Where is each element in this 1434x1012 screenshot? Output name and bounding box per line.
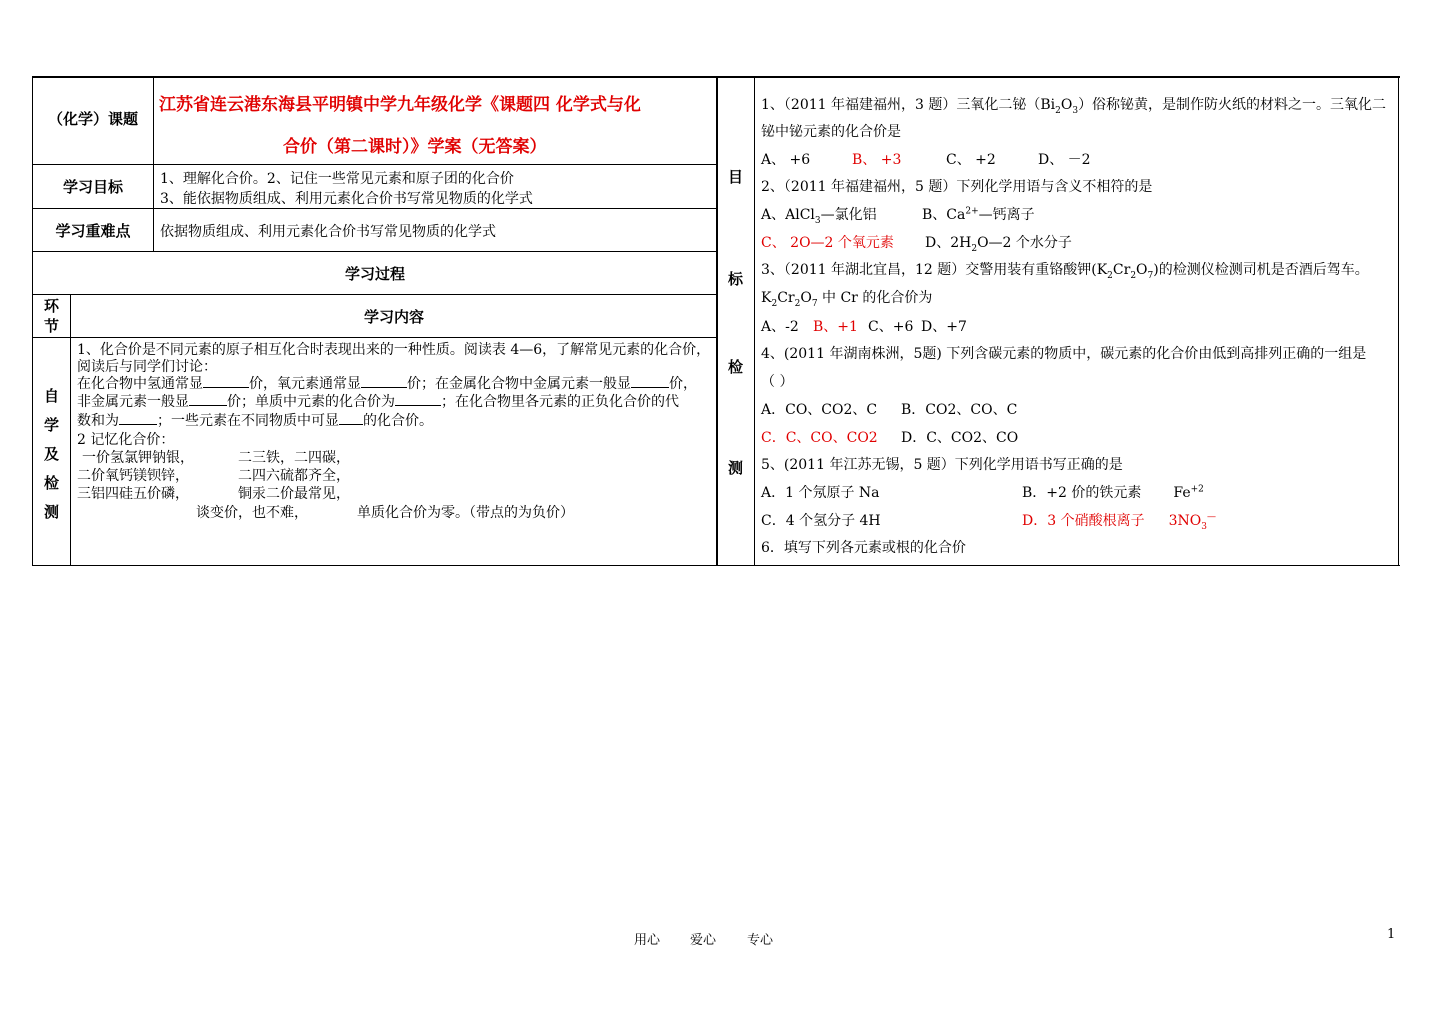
- process-heading: 学习过程: [344, 265, 405, 283]
- blank[interactable]: [203, 373, 249, 388]
- lesson-title-line2: 合价（第二课时）》学案（无答案）: [283, 137, 547, 157]
- body-p1-line3: 在化合物中氢通常显 价，氧元素通常显 价；在金属化合物中金属元素一般显 价，: [77, 373, 697, 393]
- q3-option-c: C、+6: [868, 319, 914, 335]
- q1-option-b: B、 +3: [852, 152, 902, 168]
- q5-option-c: C．4 个氢分子 4H: [761, 513, 881, 529]
- blank[interactable]: [631, 373, 669, 388]
- body-p1-line1: 1、化合价是不同元素的原子相互化合时表现出来的一种性质。阅读表 4—6，了解常见元素的化合价，: [77, 342, 711, 358]
- key-points-text: 依据物质组成、利用元素化合价书写常见物质的化学式: [160, 224, 496, 240]
- rhyme-left-1: 一价氢氯钾钠银，: [82, 450, 194, 466]
- q1-option-c: C、 +2: [946, 152, 996, 168]
- footer-motto-3: 专心: [747, 933, 774, 948]
- body-p1-line4: 非金属元素一般显 价；单质中元素的化合价为 ；在化合物里各元素的正负化合价的代: [77, 391, 679, 411]
- check-side-label-4: 测: [727, 459, 743, 477]
- q4-option-c: C．C、CO、CO2: [761, 430, 878, 446]
- q3-line1: 3、（2011 年湖北宜昌，12 题）交警用装有重铬酸钾$(K_2Cr_2O_7)$的检测仪检测司机是否酒后驾车。: [761, 262, 1369, 281]
- q6-stem: 6．填写下列各元素或根的化合价: [761, 540, 966, 556]
- body-p1-line2: 阅读后与同学们讨论：: [77, 359, 217, 375]
- q1-line1: 1、（2011 年福建福州，3 题）三氧化二铋$(Bi_2O_3)$俗称铋黄，是制作防火纸的材料之一。三氧化二: [761, 97, 1387, 116]
- q4-option-b: B．CO2、CO、C: [901, 402, 1018, 418]
- blank[interactable]: [189, 391, 227, 406]
- q3-option-b: B、+1: [813, 319, 858, 335]
- page-number: 1: [1387, 927, 1396, 942]
- lesson-title-line1: 江苏省连云港东海县平明镇中学九年级化学《课题四 化学式与化: [159, 95, 641, 115]
- check-side-label-1: 目: [727, 168, 743, 186]
- rhyme-right-2: 二四六硫都齐全，: [238, 468, 350, 484]
- check-side-label-3: 检: [727, 358, 743, 376]
- q5-option-a: A．1 个氖原子 Na: [761, 485, 880, 501]
- rhyme-left-3: 三铝四硅五价磷，: [77, 486, 189, 502]
- footer-motto-2: 爱心: [690, 933, 717, 948]
- q1-option-a: A、 +6: [761, 152, 811, 168]
- q3-option-d: D、+7: [921, 319, 967, 335]
- q2-stem: 2、（2011 年福建福州，5 题）下列化学用语与含义不相符的是: [761, 179, 1153, 195]
- q2-option-b: B、$Ca^{2+}—$钙离子: [922, 206, 1035, 223]
- blank[interactable]: [119, 410, 157, 425]
- footer-motto-1: 用心: [634, 933, 661, 948]
- subject-label: （化学）课题: [47, 110, 138, 128]
- key-points-label: 学习重难点: [55, 222, 131, 240]
- q2-option-c: C、 2O—2 个氧元素: [761, 235, 894, 251]
- rhyme-right-1: 二三铁，二四碳，: [238, 450, 350, 466]
- q3-line2: $K_2Cr_2O_7$ 中 Cr 的化合价为: [761, 290, 933, 309]
- content-header: 学习内容: [363, 308, 424, 326]
- q1-line2: 铋中铋元素的化合价是: [761, 124, 901, 140]
- check-side-label-2: 标: [727, 270, 743, 288]
- q5-option-b: B．+2 价的铁元素 $Fe^{+2}$: [1022, 484, 1204, 501]
- rhyme-left-2: 二价氧钙镁钡锌，: [77, 468, 189, 484]
- q4-option-a: A．CO、CO2、C: [761, 402, 878, 418]
- goals-label: 学习目标: [62, 178, 123, 196]
- q4-paren: （ ）: [761, 374, 794, 390]
- goals-line2: 3、能依据物质组成、利用元素化合价书写常见物质的化学式: [160, 191, 533, 207]
- q1-option-d: D、 －2: [1038, 152, 1091, 168]
- q2-option-a: A、AlCl$_3$—氯化铝: [761, 207, 877, 226]
- rhyme-right-3: 铜汞二价最常见，: [238, 486, 350, 502]
- q4-option-d: D．C、CO2、CO: [901, 430, 1019, 446]
- q5-option-d: D．3 个硝酸根离子 $3NO_3^—$: [1022, 512, 1216, 532]
- rhyme-last-a: 谈变价，也不难，: [196, 505, 308, 521]
- blank[interactable]: [361, 373, 407, 388]
- stage-header: 环 节: [43, 297, 59, 335]
- blank[interactable]: [339, 410, 363, 425]
- rhyme-last-b: 单质化合价为零。（带点的为负价）: [357, 505, 574, 521]
- stage-name: 自 学 及 检 测: [43, 387, 59, 521]
- q5-stem: 5、(2011 年江苏无锡，5 题）下列化学用语书写正确的是: [761, 457, 1123, 473]
- body-p1-line5: 数和为 ；一些元素在不同物质中可显 的化合价。: [77, 410, 433, 430]
- body-p2-title: 2 记忆化合价：: [77, 432, 175, 448]
- q4-stem: 4、(2011 年湖南株洲，5题) 下列含碳元素的物质中，碳元素的化合价由低到高排列正确的一组是: [761, 346, 1367, 362]
- q3-option-a: A、-2: [761, 319, 799, 335]
- goals-line1: 1、理解化合价。2、记住一些常见元素和原子团的化合价: [160, 171, 514, 187]
- blank[interactable]: [395, 391, 441, 406]
- q2-option-d: D、$2H_2O—2$ 个水分子: [925, 235, 1072, 254]
